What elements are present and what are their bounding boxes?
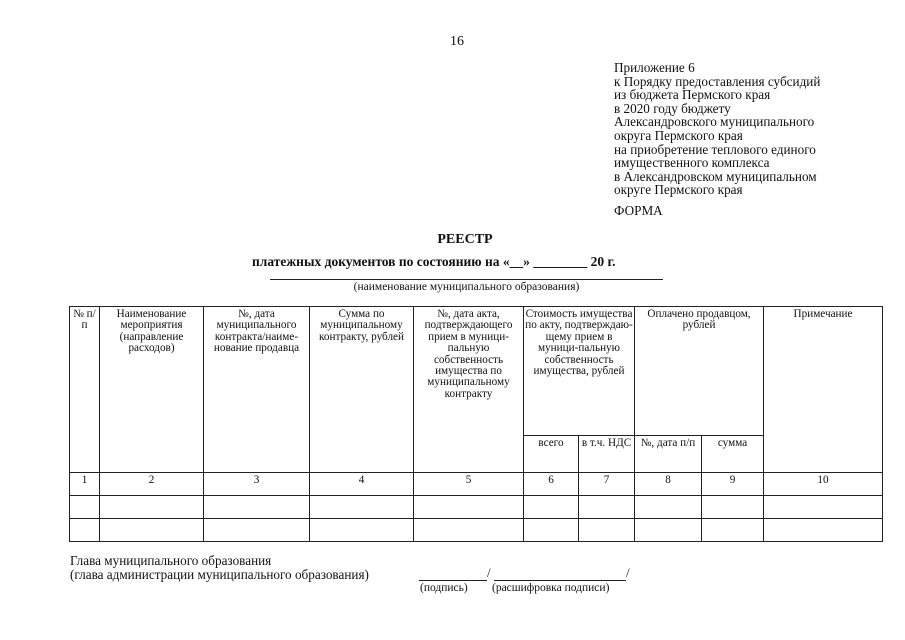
form-label: ФОРМА bbox=[614, 203, 663, 218]
table-cell bbox=[204, 496, 310, 519]
column-number: 1 bbox=[70, 473, 100, 496]
table-cell bbox=[310, 496, 414, 519]
column-number: 3 bbox=[204, 473, 310, 496]
table-cell bbox=[524, 496, 579, 519]
column-number: 9 bbox=[702, 473, 764, 496]
signature-subtitle: (глава администрации муниципального образования) bbox=[70, 566, 369, 582]
org-name-line bbox=[270, 279, 663, 280]
header-number: № п/п bbox=[70, 307, 100, 473]
table-cell bbox=[702, 519, 764, 542]
annex-line: Приложение 6 bbox=[614, 60, 695, 75]
column-number: 10 bbox=[764, 473, 883, 496]
table-cell bbox=[635, 519, 702, 542]
annex-line: к Порядку предоставления субсидий bbox=[614, 73, 821, 89]
document-subtitle: платежных документов по состоянию на «__» ________ 20 г. bbox=[252, 254, 616, 269]
table-cell bbox=[764, 519, 883, 542]
header-amount: сумма bbox=[702, 436, 764, 473]
signature-line bbox=[419, 580, 487, 581]
table-cell bbox=[204, 519, 310, 542]
table-cell bbox=[702, 496, 764, 519]
table-cell bbox=[764, 496, 883, 519]
table-cell bbox=[524, 519, 579, 542]
column-number: 4 bbox=[310, 473, 414, 496]
table-cell bbox=[310, 519, 414, 542]
header-total: всего bbox=[524, 436, 579, 473]
column-number: 8 bbox=[635, 473, 702, 496]
annex-line: имущественного комплекса bbox=[614, 155, 770, 171]
table-cell bbox=[100, 519, 204, 542]
annex-line: на приобретение теплового единого bbox=[614, 141, 816, 157]
registry-table bbox=[69, 306, 883, 542]
header-paid-to-seller: Оплачено продавцом, рублей bbox=[635, 307, 764, 436]
header-property-cost: Стоимость имущества по акту, подтверждаю-щему прием в муници-пальную собственность имущества, рублей bbox=[524, 307, 635, 436]
annex-line: округа Пермского края bbox=[614, 127, 743, 143]
org-name-caption: (наименование муниципального образования) bbox=[353, 281, 580, 293]
signature-title: Глава муниципального образования bbox=[70, 553, 272, 568]
page-number: 16 bbox=[450, 34, 464, 49]
header-acceptance-act: №, дата акта, подтверждающего прием в муници-пальную собственность имущества по муниципальному контракту bbox=[414, 307, 524, 473]
header-contract-sum: Сумма по муниципальному контракту, рублей bbox=[310, 307, 414, 473]
signature-caption: (подпись) bbox=[420, 582, 468, 594]
header-note: Примечание bbox=[764, 307, 883, 473]
table-row bbox=[70, 496, 883, 519]
annex-line: в 2020 году бюджету bbox=[614, 100, 731, 116]
header-vat: в т.ч. НДС bbox=[579, 436, 635, 473]
table-cell bbox=[579, 496, 635, 519]
signature-block bbox=[70, 554, 369, 581]
column-number: 7 bbox=[579, 473, 635, 496]
header-contract: №, дата муниципального контракта/наиме-нование продавца bbox=[204, 307, 310, 473]
table-cell bbox=[70, 519, 100, 542]
table-cell bbox=[100, 496, 204, 519]
table-cell bbox=[70, 496, 100, 519]
signature-decode-line bbox=[494, 580, 626, 581]
annex-line: Александровского муниципального bbox=[614, 114, 815, 130]
annex-block bbox=[614, 61, 820, 197]
table-cell bbox=[414, 496, 524, 519]
document-title: РЕЕСТР bbox=[437, 232, 493, 247]
signature-separator: / bbox=[487, 565, 491, 580]
table-cell bbox=[635, 496, 702, 519]
table-row bbox=[70, 519, 883, 542]
column-number: 5 bbox=[414, 473, 524, 496]
signature-decode-caption: (расшифровка подписи) bbox=[492, 582, 610, 594]
signature-separator: / bbox=[626, 565, 630, 580]
annex-line: в Александровском муниципальном bbox=[614, 168, 817, 184]
annex-line: округе Пермского края bbox=[614, 182, 743, 198]
column-number: 6 bbox=[524, 473, 579, 496]
header-event-name: Наименование мероприятия (направление расходов) bbox=[100, 307, 204, 473]
column-number: 2 bbox=[100, 473, 204, 496]
annex-line: из бюджета Пермского края bbox=[614, 87, 771, 103]
table-cell bbox=[414, 519, 524, 542]
header-payment-order: №, дата п/п bbox=[635, 436, 702, 473]
table-cell bbox=[579, 519, 635, 542]
